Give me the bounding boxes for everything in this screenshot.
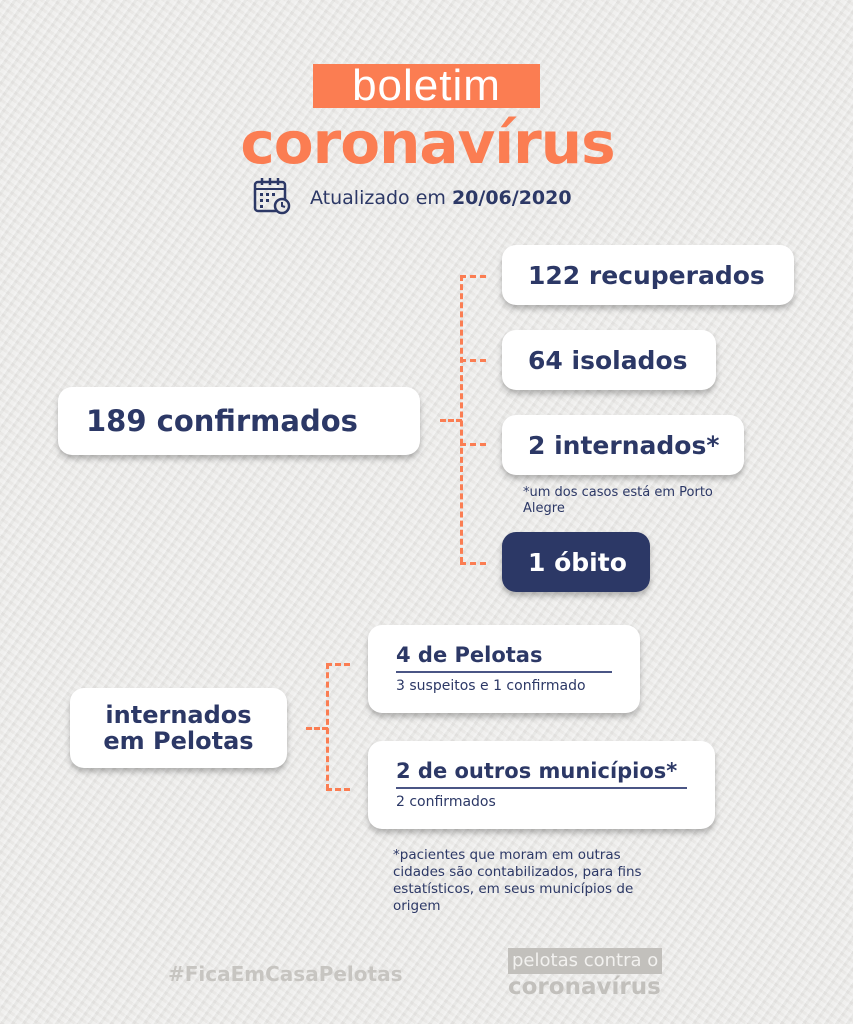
other-cities-group-detail: 2 confirmados [396,794,496,810]
recovered-card [502,245,794,305]
hospitalized-card [502,415,744,475]
connector-line [440,419,462,422]
pelotas-group-detail: 3 suspeitos e 1 confirmado [396,678,586,694]
updated-date: 20/06/2020 [451,187,572,209]
other-cities-group-card [368,741,715,829]
connector-line [326,788,350,791]
isolated-label: 64 isolados [528,345,688,375]
other-cities-group-title: 2 de outros municípios* [396,759,687,789]
page-title: coronavírus [240,109,615,177]
boletim-label: boletim [313,64,540,108]
death-card [502,532,650,592]
confirmed-card [58,387,420,455]
confirmed-label: 189 confirmados [86,404,358,438]
brand-top: pelotas contra o [508,948,662,974]
calendar-clock-icon [252,176,292,221]
hospitalized-label: 2 internados* [528,430,720,460]
connector-line [326,663,350,666]
death-label: 1 óbito [528,547,627,577]
brand-logo [508,948,688,1000]
connector-line [306,727,328,730]
hashtag: #FicaEmCasaPelotas [168,962,403,986]
updated-line [252,178,572,218]
brand-bottom: coronavírus [508,974,661,1000]
pelotas-group-card [368,625,640,713]
hospitalized-pelotas-line1: internados [105,701,252,729]
hospitalized-pelotas-line2: em Pelotas [103,727,254,755]
connector-line [460,275,463,563]
updated-text: Atualizado em 20/06/2020 [310,187,572,209]
connector-line [326,663,329,790]
footnote: *pacientes que moram em outras cidades são contabilizados, para fins estatísticos, em seus municípios de origem [393,847,642,914]
connector-line [460,562,486,565]
connector-line [460,359,486,362]
connector-line [460,443,486,446]
connector-line [460,275,486,278]
hospitalized-pelotas-card [70,688,287,768]
recovered-label: 122 recuperados [528,260,765,290]
isolated-card [502,330,716,390]
hospitalized-note: *um dos casos está em Porto Alegre [523,485,713,516]
pelotas-group-title: 4 de Pelotas [396,643,612,673]
